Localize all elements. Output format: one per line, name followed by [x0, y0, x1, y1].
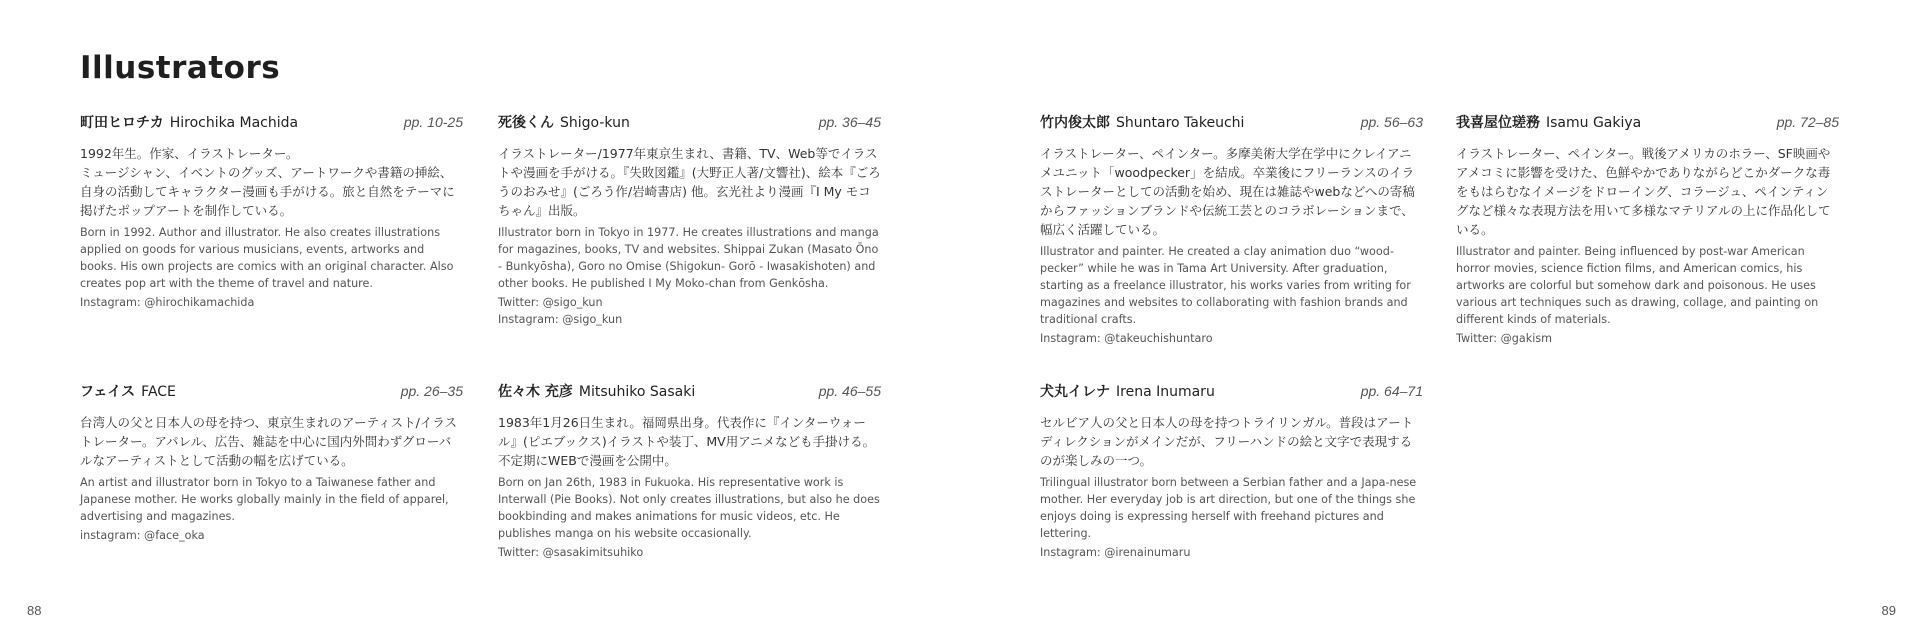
name-japanese: 竹内俊太郎 — [1040, 115, 1110, 131]
bio-japanese: セルビア人の父と日本人の母を持つトライリンガル。普段はアートディレクションがメインだが、フリーハンドの絵と文字で表現するのが楽しみの一つ。 — [1040, 415, 1414, 468]
bio-japanese: 1983年1月26日生まれ。福岡県出身。代表作に『インターウォール』(ピエブックス)イラストや装丁、MV用アニメなども手掛ける。不定期にWEBで漫画を公開中。 — [498, 415, 876, 468]
bio-english: Born on Jan 26th, 1983 in Fukuoka. His representative work is Interwall (Pie Books). Not only creates illustrations, but also he does bookbinding and makes animations for music videos, etc. He publishes manga on his website occasionally. — [498, 476, 880, 540]
page-range: pp. 72–85 — [1776, 114, 1839, 130]
page-range: pp. 56–63 — [1360, 114, 1423, 130]
illustrator-entry-gakiya — [1456, 112, 1839, 347]
name-english: Isamu Gakiya — [1546, 115, 1642, 131]
bio-english: Trilingual illustrator born between a Serbian father and a Japa-nese mother. Her everyday job is art direction, but one of the things she enjoys doing is expressing herself with freehand pictures and lettering. — [1040, 476, 1417, 540]
bio-japanese: 1992年生。作家、イラストレーター。 ミュージシャン、イベントのグッズ、アートワークや書籍の挿絵、自身の活動してキャラクター漫画も手がける。旅と自然をテーマに掲げたポップアートを制作している。 — [80, 146, 455, 218]
illustrator-entry-takeuchi — [1040, 112, 1423, 347]
bio-japanese: イラストレーター、ペインター。多摩美術大学在学中にクレイアニメユニット「woodpecker」を結成。卒業後にフリーランスのイラストレーターとしての活動を始め、現在は雑誌やwebなどへの寄稿からファッションブランドや伝統工芸とのコラボレーションまで、幅広く活躍している。 — [1040, 146, 1415, 237]
name-japanese: 死後くん — [498, 115, 554, 131]
name-english: FACE — [141, 384, 176, 400]
bio-english: Illustrator and painter. Being influenced by post-war American horror movies, science fiction films, and American comics, his artworks are colorful but somehow dark and poisonous. He uses various art techniques such as drawing, collage, and painting on different kinds of materials. — [1456, 245, 1819, 326]
bio-japanese: イラストレーター、ペインター。戦後アメリカのホラー、SF映画やアメコミに影響を受けた、色鮮やかでありながらどこかダークな毒をもはらむなイメージをドローイング、コラージュ、ペインティングなど様々な表現方法を用いて多様なマテリアルの上に作品化している。 — [1456, 146, 1831, 237]
illustrator-name — [1456, 112, 1641, 132]
entry-header — [80, 381, 463, 401]
illustrator-name — [1040, 381, 1215, 401]
page-range: pp. 64–71 — [1360, 383, 1423, 399]
illustrator-entry-inumaru — [1040, 381, 1423, 561]
social-handle: Instagram: @takeuchishuntaro — [1040, 332, 1213, 345]
entry-header — [498, 112, 881, 132]
illustrator-name — [80, 381, 176, 401]
bio-japanese: 台湾人の父と日本人の母を持つ、東京生まれのアーティスト/イラストレーター。アパレル、広告、雑誌を中心に国内外問わずグローバルなアーティストとして活動の幅を広げている。 — [80, 415, 457, 468]
social-handle: instagram: @face_oka — [80, 529, 205, 542]
page-range: pp. 46–55 — [818, 383, 881, 399]
name-english: Hirochika Machida — [169, 115, 299, 131]
bio-english: Illustrator born in Tokyo in 1977. He creates illustrations and manga for magazines, books, TV and websites. Shippai Zukan (Masato Ōno - Bunkyōsha), Goro no Omise (Shigokun- Gorō - Iwasakishoten) and other books. He published I My Moko-chan from Genkōsha. — [498, 226, 879, 290]
name-english: Mitsuhiko Sasaki — [578, 384, 696, 400]
name-english: Shigo-kun — [560, 115, 630, 131]
name-english: Shuntaro Takeuchi — [1116, 115, 1245, 131]
social-handle: Twitter: @gakism — [1456, 332, 1553, 345]
illustrator-entry-shigo-kun — [498, 112, 881, 328]
name-japanese: 犬丸イレナ — [1040, 384, 1110, 400]
name-japanese: フェイス — [80, 384, 136, 400]
page-number-right: 89 — [1881, 603, 1896, 618]
social-handle: Instagram: @irenainumaru — [1040, 546, 1191, 559]
bio-english: An artist and illustrator born in Tokyo to a Taiwanese father and Japanese mother. He works globally mainly in the field of apparel, advertising and magazines. — [80, 476, 449, 523]
illustrator-entry-machida — [80, 112, 463, 311]
illustrator-name — [498, 112, 630, 132]
entry-header — [1456, 112, 1839, 132]
social-handle: Instagram: @sigo_kun — [498, 313, 623, 326]
entry-header — [80, 112, 463, 132]
entry-header — [1040, 381, 1423, 401]
page-number-left: 88 — [27, 603, 42, 618]
illustrator-name — [1040, 112, 1244, 132]
illustrator-entry-sasaki — [498, 381, 881, 561]
illustrator-entry-face — [80, 381, 463, 544]
illustrator-name — [498, 381, 695, 401]
entry-header — [1040, 112, 1423, 132]
name-japanese: 佐々木 充彦 — [498, 384, 573, 400]
bio-english: Illustrator and painter. He created a clay animation duo “wood-pecker” while he was in Tama Art University. After graduation, starting as a freelance illustrator, his works varies from writing for magazines and websites to collaborating with fashion brands and traditional crafts. — [1040, 245, 1411, 326]
name-japanese: 町田ヒロチカ — [80, 115, 164, 131]
page-range: pp. 36–45 — [818, 114, 881, 130]
social-handle: Twitter: @sasakimitsuhiko — [498, 546, 644, 559]
social-handle: Twitter: @sigo_kun — [498, 296, 603, 309]
page-title: Illustrators — [80, 50, 281, 86]
name-japanese: 我喜屋位瑳務 — [1456, 115, 1540, 131]
name-english: Irena Inumaru — [1116, 384, 1215, 400]
page-range: pp. 10-25 — [403, 114, 463, 130]
illustrator-name — [80, 112, 298, 132]
entry-header — [498, 381, 881, 401]
social-handle: Instagram: @hirochikamachida — [80, 296, 255, 309]
bio-japanese: イラストレーター/1977年東京生まれ、書籍、TV、Web等でイラストや漫画を手がける。『失敗図鑑』(大野正人著/文響社)、絵本『ごろうのおみせ』(ごろう作/岩崎書店) 他。玄光社より漫画『I My モコちゃん』出版。 — [498, 146, 881, 218]
bio-english: Born in 1992. Author and illustrator. He also creates illustrations applied on goods for various musicians, events, artworks and books. His own projects are comics with an original character. Also creates pop art with the theme of travel and nature. — [80, 226, 454, 290]
page-range: pp. 26–35 — [400, 383, 463, 399]
